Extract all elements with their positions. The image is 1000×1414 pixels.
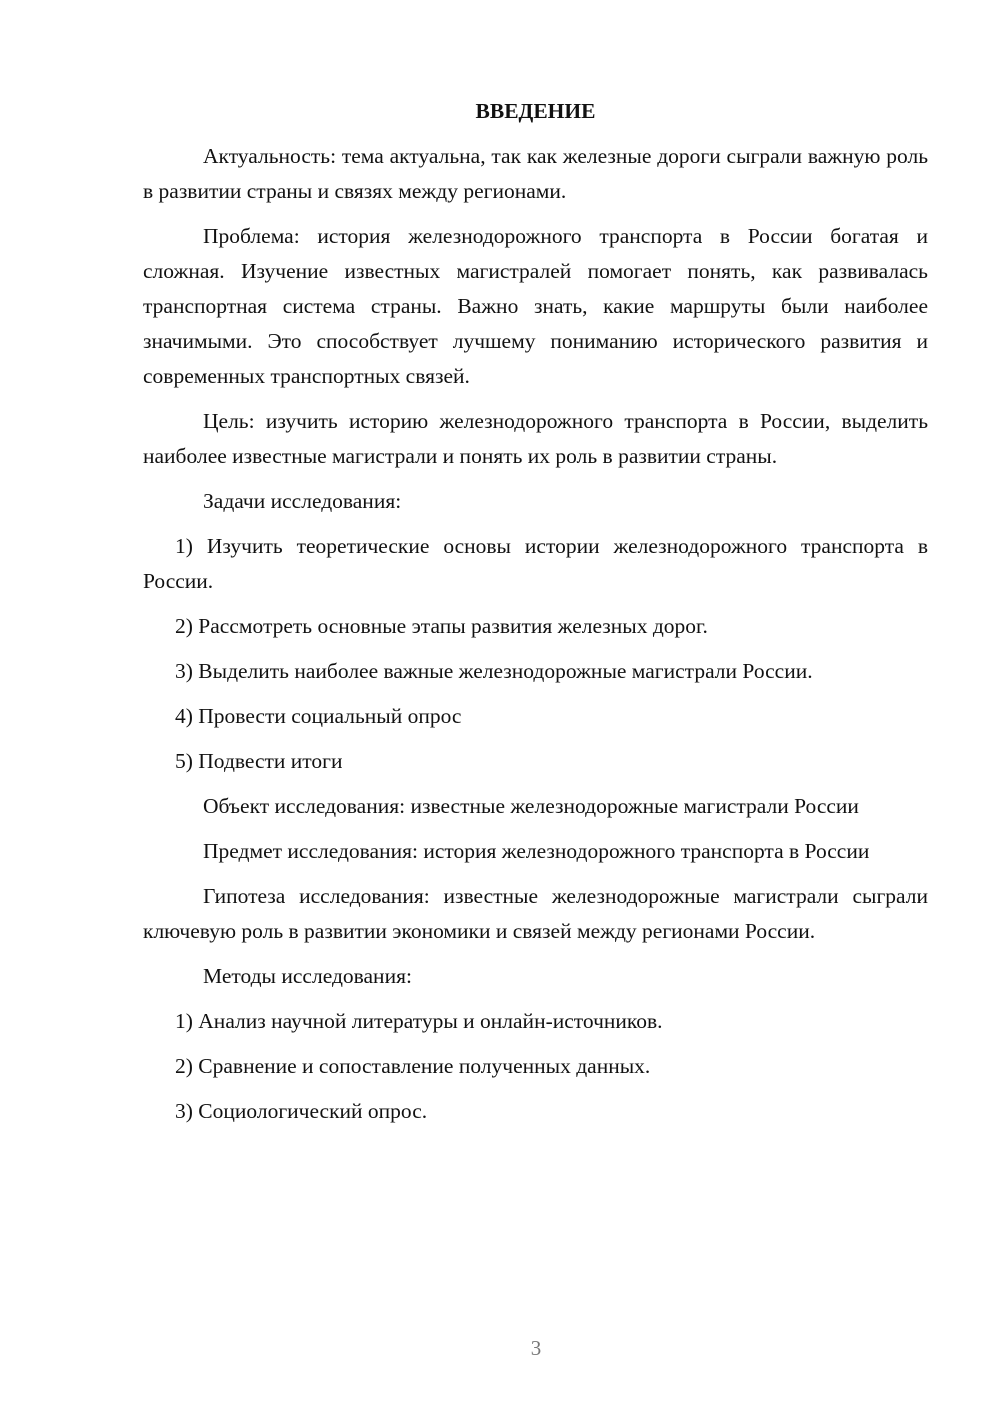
subject-paragraph: Предмет исследования: история железнодорожного транспорта в России — [203, 839, 870, 863]
object-paragraph: Объект исследования: известные железнодорожные магистрали России — [203, 794, 859, 818]
task-item: 3) Выделить наиболее важные железнодорожные магистрали России. — [175, 659, 813, 683]
goal-paragraph: Цель: изучить историю железнодорожного транспорта в России, выделить наиболее известные магистрали и понять их роль в развитии страны. — [143, 409, 928, 468]
method-item: 3) Социологический опрос. — [175, 1099, 428, 1123]
task-item: 2) Рассмотреть основные этапы развития железных дорог. — [175, 614, 708, 638]
task-item: 5) Подвести итоги — [175, 749, 343, 773]
tasks-heading: Задачи исследования: — [203, 489, 402, 513]
page-title: ВВЕДЕНИЕ — [475, 99, 596, 123]
page-content — [143, 94, 928, 1139]
relevance-paragraph: Актуальность: тема актуальна, так как железные дороги сыграли важную роль в развитии страны и связях между регионами. — [143, 144, 928, 203]
task-item: 1) Изучить теоретические основы истории железнодорожного транспорта в России. — [143, 534, 928, 593]
task-item: 4) Провести социальный опрос — [175, 704, 462, 728]
method-item: 1) Анализ научной литературы и онлайн-источников. — [175, 1009, 663, 1033]
method-item: 2) Сравнение и сопоставление полученных данных. — [175, 1054, 651, 1078]
methods-heading: Методы исследования: — [203, 964, 412, 988]
problem-paragraph: Проблема: история железнодорожного транспорта в России богатая и сложная. Изучение известных магистралей помогает понять, как развивалась транспортная система страны. Важно знать, какие маршруты были наиболее значимыми. Это способствует лучшему пониманию исторического развития и современных транспортных связей. — [143, 224, 928, 388]
hypothesis-paragraph: Гипотеза исследования: известные железнодорожные магистрали сыграли ключевую роль в развитии экономики и связей между регионами России. — [143, 884, 928, 943]
page-number: 3 — [530, 1336, 542, 1360]
